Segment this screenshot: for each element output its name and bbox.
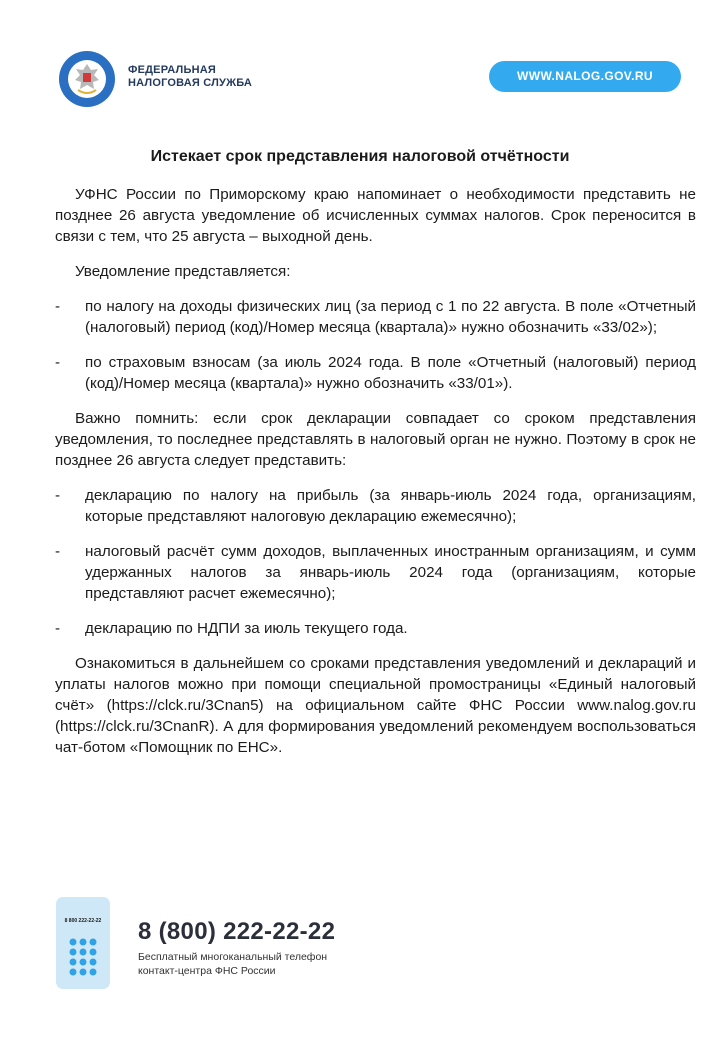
list-item-text: декларацию по налогу на прибыль (за январь-июль 2024 года, организациям, которые представляют налоговую декларацию ежемесячно); [85, 487, 696, 525]
list-item [55, 485, 696, 527]
phone-screen-number: 8 800 222-22-22 [64, 918, 102, 924]
org-line-2: НАЛОГОВАЯ СЛУЖБА [128, 77, 253, 89]
list-item [55, 296, 696, 338]
notice-heading: Уведомление представляется: [75, 263, 291, 280]
article-body [55, 184, 696, 772]
hotline-caption [138, 950, 327, 978]
dash-marker: - [55, 620, 61, 637]
caption-line-2: контакт-центра ФНС России [138, 965, 276, 977]
page-title: Истекает срок представления налоговой отчётности [150, 148, 570, 165]
hotline-phone-number[interactable]: 8 (800) 222-22-22 [138, 918, 336, 945]
list-item-text: по страховым взносам (за июль 2024 года. В поле «Отчетный (налоговый) период (код)/Номер месяца (квартала)» нужно обозначить «33/01»). [85, 354, 696, 392]
fns-emblem-logo [58, 50, 116, 108]
website-link-button[interactable]: WWW.NALOG.GOV.RU [489, 61, 681, 92]
page-header [0, 0, 720, 110]
notice-list [55, 296, 696, 394]
list-item-text: по налогу на доходы физических лиц (за период с 1 по 22 августа. В поле «Отчетный (налоговый) период (код)/Номер месяца (квартала)» нужно обозначить «33/02»); [85, 298, 696, 336]
dash-marker: - [55, 543, 61, 560]
list-item-text: налоговый расчёт сумм доходов, выплаченных иностранным организациям, и сумм удержанных налогов за январь-июль 2024 года (организациям, которые представляют расчет ежемесячно); [85, 543, 696, 602]
list-item [55, 352, 696, 394]
organization-name [128, 64, 252, 90]
important-paragraph: Важно помнить: если срок декларации совпадает со сроком представления уведомления, то последнее представлять в налоговый орган не нужно. Поэтому в срок не позднее 26 августа следует представить: [55, 410, 696, 469]
dash-marker: - [55, 298, 61, 315]
submit-list [55, 485, 696, 639]
intro-paragraph: УФНС России по Приморскому краю напоминает о необходимости представить не позднее 26 августа уведомление об исчисленных суммах налогов. Срок переносится в связи с тем, что 25 августа – выходной день. [55, 186, 696, 245]
caption-line-1: Бесплатный многоканальный телефон [138, 951, 328, 963]
org-line-1: ФЕДЕРАЛЬНАЯ [128, 64, 216, 76]
list-item [55, 618, 696, 639]
list-item-text: декларацию по НДПИ за июль текущего года. [85, 620, 408, 637]
phone-icon [56, 897, 110, 989]
dash-marker: - [55, 487, 61, 504]
closing-paragraph: Ознакомиться в дальнейшем со сроками представления уведомлений и деклараций и уплаты налогов можно при помощи специальной промостраницы «Единый налоговый счёт» (https://clck.ru/3Cnan5) на официальном сайте ФНС России www.nalog.gov.ru (https://clck.ru/3CnanR). А для формирования уведомлений рекомендуем воспользоваться чат-ботом «Помощник по ЕНС». [55, 655, 696, 756]
list-item [55, 541, 696, 604]
dash-marker: - [55, 354, 61, 371]
